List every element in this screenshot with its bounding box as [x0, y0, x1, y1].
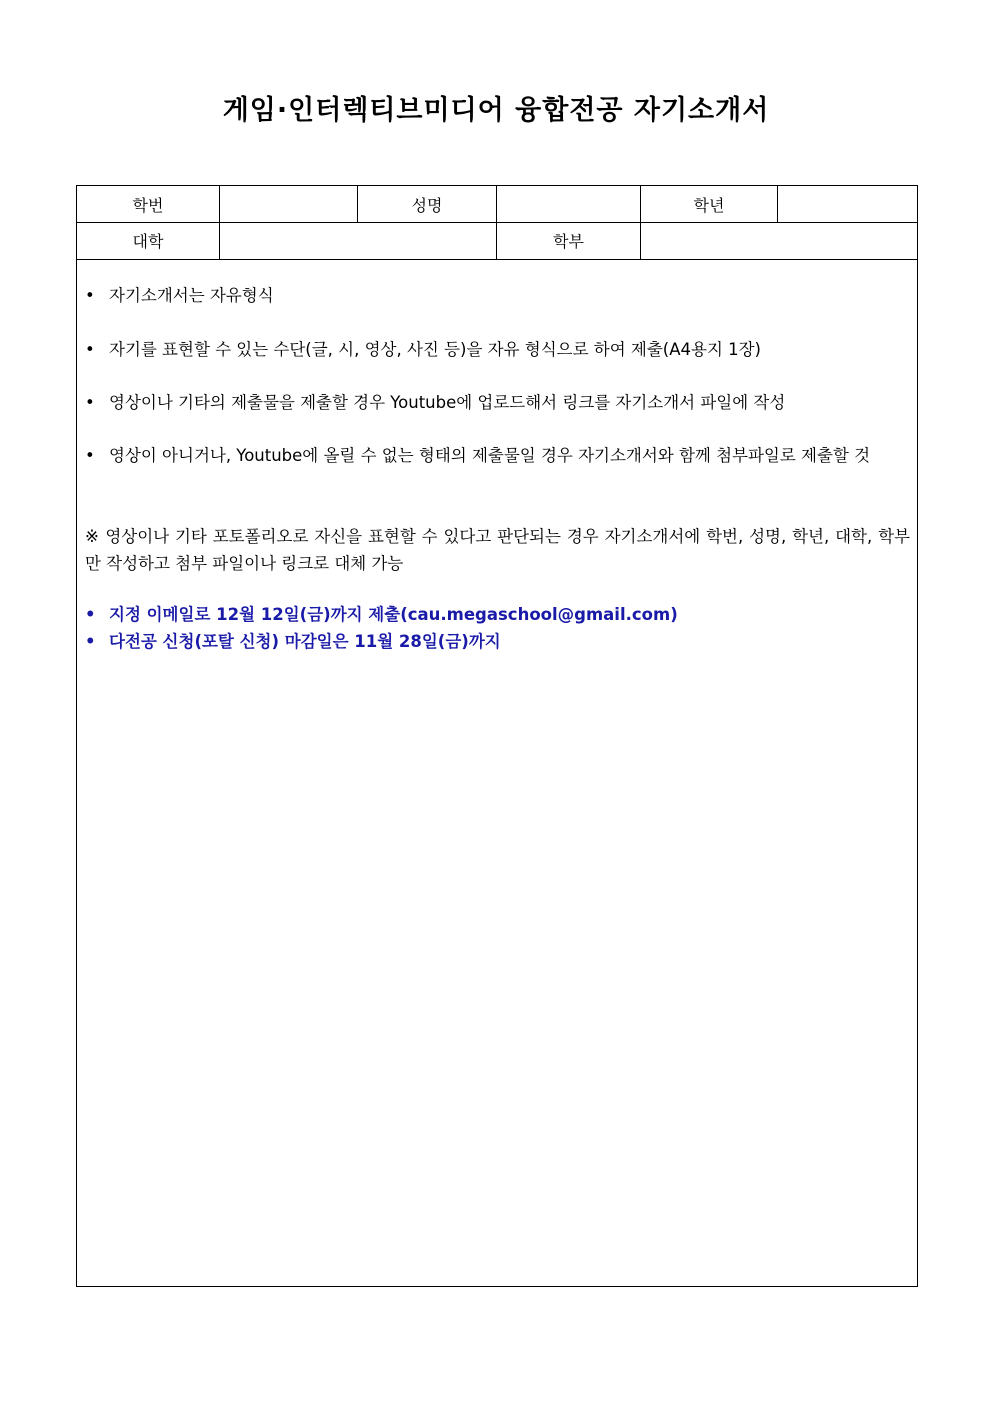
form-row-1	[77, 186, 917, 223]
deadline-email-item: • 지정 이메일로 12월 12일(금)까지 제출(cau.megaschool@gmail.com)	[85, 601, 910, 628]
instruction-item: • 영상이 아니거나, Youtube에 올릴 수 없는 형태의 제출물일 경우 자기소개서와 함께 첨부파일로 제출할 것	[85, 442, 910, 469]
instruction-item: • 자기를 표현할 수 있는 수단(글, 시, 영상, 사진 등)을 자유 형식으로 하여 제출(A4용지 1장)	[85, 336, 910, 363]
department-label-text: 학부	[553, 232, 584, 251]
student-id-field[interactable]	[220, 186, 358, 222]
name-label	[358, 186, 497, 222]
form-row-2	[77, 222, 917, 260]
self-introduction-area[interactable]	[77, 259, 917, 1286]
alternative-submission-note: ※ 영상이나 기타 포토폴리오로 자신을 표현할 수 있다고 판단되는 경우 자기소개서에 학번, 성명, 학년, 대학, 학부만 작성하고 첨부 파일이나 링크로 대체 가능	[85, 527, 910, 573]
grade-label	[641, 186, 778, 222]
name-field[interactable]	[497, 186, 641, 222]
bullet-icon: •	[85, 605, 96, 624]
college-label	[77, 222, 220, 259]
bullet-icon: •	[85, 446, 95, 465]
bullet-icon: •	[85, 286, 95, 305]
instruction-item: • 영상이나 기타의 제출물을 제출할 경우 Youtube에 업로드해서 링크를 자기소개서 파일에 작성	[85, 389, 910, 416]
department-label	[497, 222, 641, 259]
grade-field[interactable]	[778, 186, 917, 222]
student-id-label-text: 학번	[132, 195, 164, 215]
student-id-label	[77, 186, 220, 222]
deadline-portal-item: • 다전공 신청(포탈 신청) 마감일은 11월 28일(금)까지	[85, 628, 910, 655]
college-field[interactable]	[220, 222, 497, 259]
department-field[interactable]	[641, 222, 917, 259]
page-title: 게임·인터렉티브미디어 융합전공 자기소개서	[222, 95, 770, 126]
bullet-icon: •	[85, 393, 95, 412]
name-label-text: 성명	[411, 195, 443, 215]
application-form	[76, 185, 918, 1287]
grade-label-text: 학년	[693, 195, 725, 215]
bullet-icon: •	[85, 632, 96, 651]
bullet-icon: •	[85, 340, 95, 359]
instruction-item: • 자기소개서는 자유형식	[85, 282, 910, 309]
college-label-text: 대학	[132, 232, 164, 251]
